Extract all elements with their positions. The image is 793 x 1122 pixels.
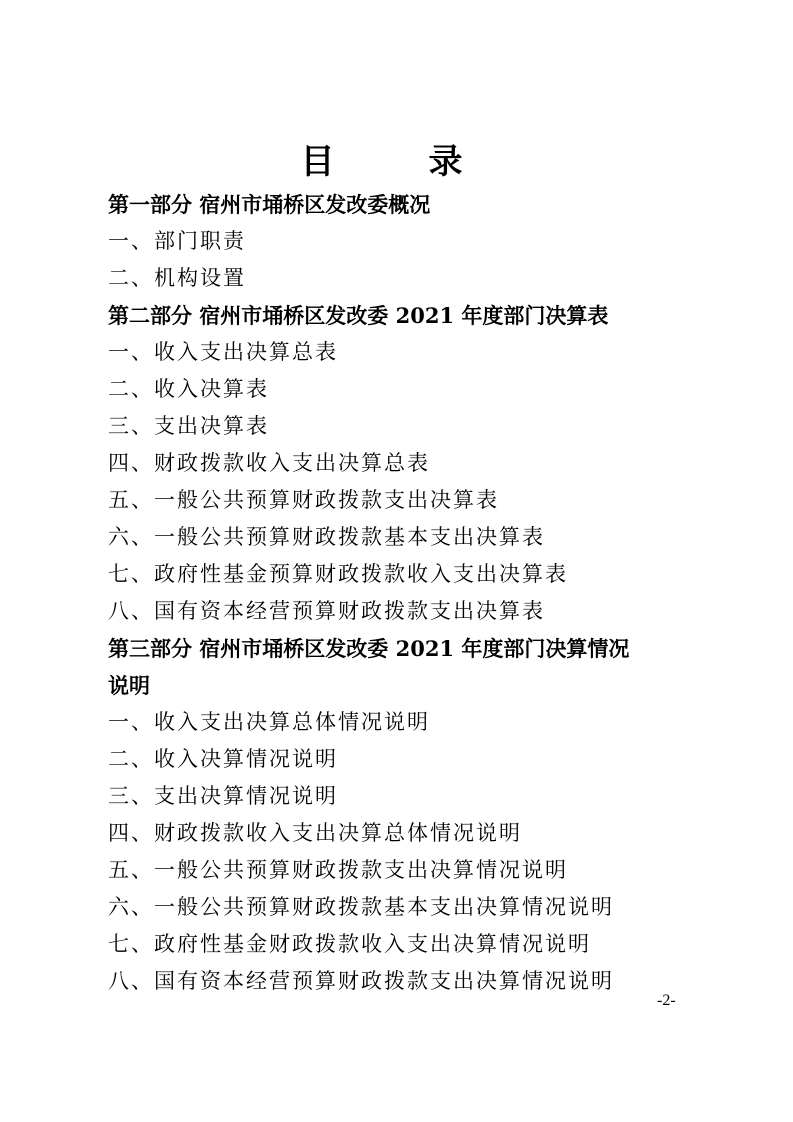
toc-entry: 三、支出决算情况说明 bbox=[108, 784, 338, 808]
toc-part-3: 第三部分 宿州市埇桥区发改委 2021 年度部门决算情况 bbox=[108, 636, 630, 661]
toc-entry: 二、收入决算情况说明 bbox=[108, 747, 338, 771]
toc-entry: 四、财政拨款收入支出决算总表 bbox=[108, 451, 430, 475]
toc-entry: 四、财政拨款收入支出决算总体情况说明 bbox=[108, 821, 522, 845]
toc-entry: 一、收入支出决算总体情况说明 bbox=[108, 710, 430, 734]
toc-entry: 五、一般公共预算财政拨款支出决算表 bbox=[108, 488, 499, 512]
toc-entry: 六、一般公共预算财政拨款基本支出决算表 bbox=[108, 525, 545, 549]
toc-entry: 五、一般公共预算财政拨款支出决算情况说明 bbox=[108, 858, 568, 882]
toc-part-1: 第一部分 宿州市埇桥区发改委概况 bbox=[108, 192, 431, 217]
table-of-contents bbox=[108, 186, 708, 1000]
toc-entry: 二、收入决算表 bbox=[108, 377, 269, 401]
toc-part-2: 第二部分 宿州市埇桥区发改委 2021 年度部门决算表 bbox=[108, 303, 609, 328]
toc-part-3-continued: 说明 bbox=[108, 673, 150, 698]
toc-entry: 七、政府性基金财政拨款收入支出决算情况说明 bbox=[108, 932, 591, 956]
toc-entry: 二、机构设置 bbox=[108, 266, 246, 290]
toc-entry: 八、国有资本经营预算财政拨款支出决算情况说明 bbox=[108, 969, 614, 993]
toc-entry: 一、部门职责 bbox=[108, 229, 246, 253]
page-number: -2- bbox=[657, 992, 676, 1009]
toc-entry: 一、收入支出决算总表 bbox=[108, 340, 338, 364]
page-title: 目 录 bbox=[300, 142, 493, 182]
toc-entry: 三、支出决算表 bbox=[108, 414, 269, 438]
toc-entry: 七、政府性基金预算财政拨款收入支出决算表 bbox=[108, 562, 568, 586]
toc-entry: 六、一般公共预算财政拨款基本支出决算情况说明 bbox=[108, 895, 614, 919]
toc-entry: 八、国有资本经营预算财政拨款支出决算表 bbox=[108, 599, 545, 623]
